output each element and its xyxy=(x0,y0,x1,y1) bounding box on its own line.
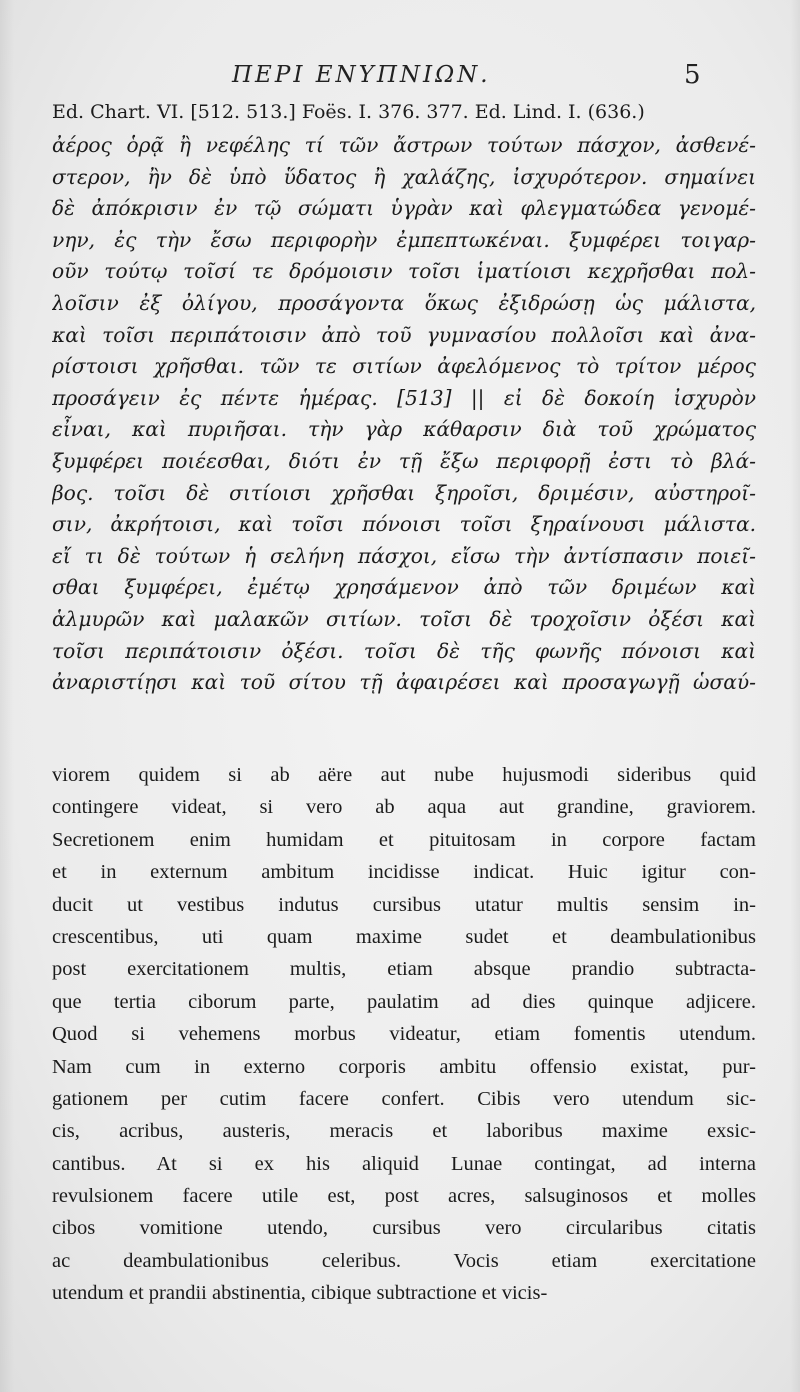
latin-line: utendum et prandii abstinentia, cibique subtractione et vicis- xyxy=(52,1282,548,1305)
latin-line: ducit ut vestibus indutus cursibus utatur multis sensim in- xyxy=(52,893,756,916)
latin-line: Secretionem enim humidam et pituitosam in corpore factam xyxy=(52,828,756,851)
greek-line: ξυμφέρει ποιέεσθαι, διότι ἐν τῇ ἔξω περιφορῇ ἐστι τὸ βλά- xyxy=(52,448,756,473)
greek-line: σιν, ἀκρήτοισι, καὶ τοῖσι πόνοισι τοῖσι ξηραίνουσι μάλιστα. xyxy=(52,512,756,537)
latin-line: post exercitationem multis, etiam absque prandio subtracta- xyxy=(52,958,756,981)
latin-line: cis, acribus, austeris, meracis et laboribus maxime exsic- xyxy=(52,1120,756,1143)
greek-line: ἁλμυρῶν καὶ μαλακῶν σιτίων. τοῖσι δὲ τροχοῖσιν ὀξέσι καὶ xyxy=(52,606,756,631)
greek-line: στερον, ἢν δὲ ὑπὸ ὕδατος ἢ χαλάζης, ἰσχυρότερον. σημαίνει xyxy=(52,164,756,189)
latin-line: contingere videat, si vero ab aqua aut grandine, graviorem. xyxy=(52,796,756,819)
latin-line: crescentibus, uti quam maxime sudet et deambulationibus xyxy=(52,925,756,948)
greek-line: δὲ ἀπόκρισιν ἐν τῷ σώματι ὑγρὰν καὶ φλεγματώδεα γενομέ- xyxy=(52,196,756,221)
greek-line: ἀέρος ὁρᾷ ἢ νεφέλης τί τῶν ἄστρων τούτων πάσχον, ἀσθενέ- xyxy=(52,133,756,157)
latin-line: que tertia ciborum parte, paulatim ad dies quinque adjicere. xyxy=(52,990,756,1013)
latin-text-block xyxy=(52,759,756,1310)
greek-line: σθαι ξυμφέρει, ἐμέτῳ χρησάμενον ἀπὸ τῶν δριμέων καὶ xyxy=(52,575,756,600)
edition-reference-line: Ed. Chart. VI. [512. 513.] Foës. I. 376. 377. Ed. Lind. I. (636.) xyxy=(52,101,645,123)
latin-line: Quod si vehemens morbus videatur, etiam fomentis utendum. xyxy=(52,1023,756,1046)
greek-line: εἶναι, καὶ πυριῆσαι. τὴν γὰρ κάθαρσιν διὰ τοῦ χρώματος xyxy=(52,417,756,442)
greek-line: ρίστοισι χρῆσθαι. τῶν τε σιτίων ἀφελόμενος τὸ τρίτον μέρος xyxy=(52,354,756,379)
page-edge-shadow xyxy=(0,0,14,1392)
latin-line: revulsionem facere utile est, post acres, salsuginosos et molles xyxy=(52,1185,756,1208)
greek-line: λοῖσιν ἐξ ὀλίγου, προσάγοντα ὅκως ἐξιδρώσῃ ὡς μάλιστα, xyxy=(52,290,756,315)
page-edge-shadow xyxy=(790,0,800,1392)
greek-line: καὶ τοῖσι περιπάτοισιν ἀπὸ τοῦ γυμνασίου πολλοῖσι καὶ ἀνα- xyxy=(52,322,756,347)
greek-line: προσάγειν ἐς πέντε ἡμέρας. [513] || εἰ δὲ δοκοίη ἰσχυρὸν xyxy=(52,385,756,410)
latin-line: cibos vomitione utendo, cursibus vero circularibus citatis xyxy=(52,1217,756,1240)
running-head: ΠΕΡΙ ΕΝΥΠΝΙΩΝ. xyxy=(232,62,491,88)
greek-line: οῦν τούτῳ τοῖσί τε δρόμοισιν τοῖσι ἱματίοισι κεχρῆσθαι πολ- xyxy=(52,259,756,284)
latin-line: cantibus. At si ex his aliquid Lunae contingat, ad interna xyxy=(52,1152,756,1175)
page-number: 5 xyxy=(684,60,701,90)
greek-line: ἀναριστίῃσι καὶ τοῦ σίτου τῇ ἀφαιρέσει καὶ προσαγωγῇ ὡσαύ- xyxy=(52,670,756,695)
greek-line: τοῖσι περιπάτοισιν ὀξέσι. τοῖσι δὲ τῆς φωνῆς πόνοισι καὶ xyxy=(52,638,756,663)
greek-line: εἴ τι δὲ τούτων ἡ σελήνη πάσχοι, εἴσω τὴν ἀντίσπασιν ποιεῖ- xyxy=(52,543,756,568)
latin-line: et in externum ambitum incidisse indicat. Huic igitur con- xyxy=(52,861,756,884)
greek-line: νην, ἐς τὴν ἔσω περιφορὴν ἐμπεπτωκέναι. ξυμφέρει τοιγαρ- xyxy=(52,227,756,252)
greek-text-block xyxy=(52,130,756,699)
latin-line: viorem quidem si ab aëre aut nube hujusmodi sideribus quid xyxy=(52,764,756,786)
greek-line: βος. τοῖσι δὲ σιτίοισι χρῆσθαι ξηροῖσι, δριμέσιν, αὐστηροῖ- xyxy=(52,480,756,505)
latin-line: ac deambulationibus celeribus. Vocis etiam exercitatione xyxy=(52,1249,756,1272)
latin-line: gationem per cutim facere confert. Cibis vero utendum sic- xyxy=(52,1087,756,1110)
page-header xyxy=(0,62,800,96)
latin-line: Nam cum in externo corporis ambitu offensio existat, pur- xyxy=(52,1055,756,1078)
